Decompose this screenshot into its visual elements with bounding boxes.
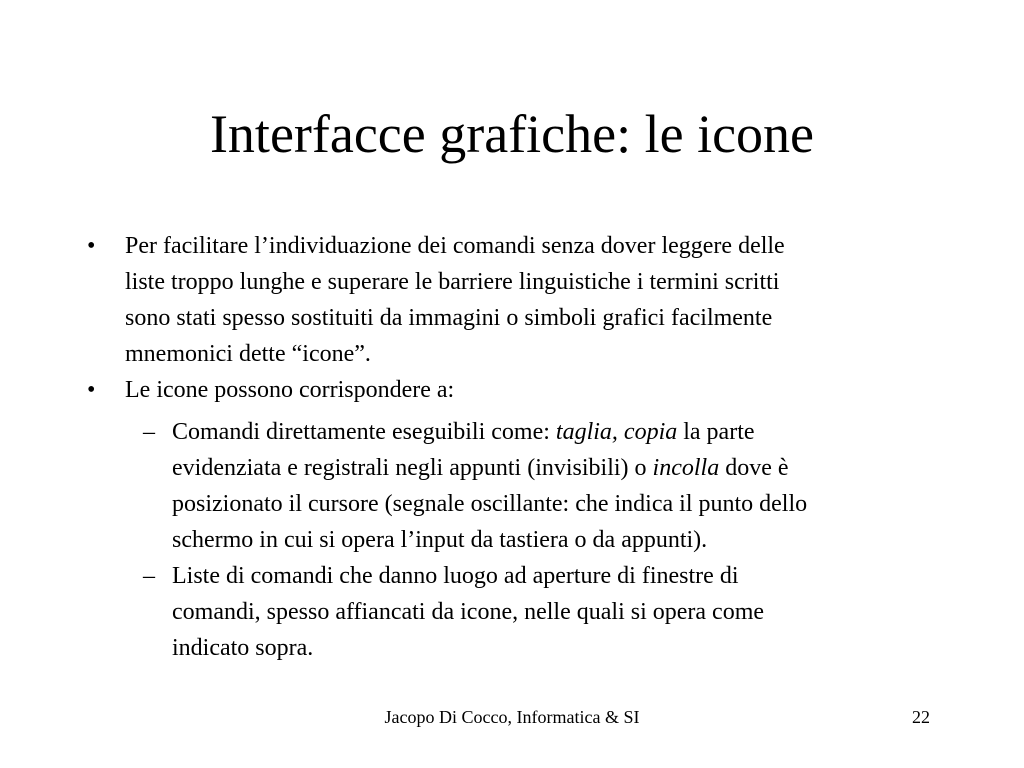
subbullet-marker: – bbox=[143, 563, 155, 589]
subbullet-line bbox=[172, 414, 807, 450]
bullet-text bbox=[125, 228, 785, 372]
text-run: Comandi direttamente eseguibili come: bbox=[172, 419, 556, 445]
text-run: evidenziata e registrali negli appunti (invisibili) o bbox=[172, 455, 653, 481]
subbullet-marker: – bbox=[143, 419, 155, 445]
italic-command-names: taglia, copia bbox=[555, 419, 678, 445]
bullet-line: Per facilitare l’individuazione dei comandi senza dover leggere delle bbox=[125, 233, 785, 259]
text-run: la parte bbox=[677, 419, 755, 445]
subbullet-line bbox=[172, 450, 807, 486]
bullet-line: Le icone possono corrispondere a: bbox=[125, 377, 455, 403]
subbullet-line: indicato sopra. bbox=[172, 635, 314, 661]
subbullet-line: comandi, spesso affiancati da icone, nelle quali si opera come bbox=[172, 599, 765, 625]
italic-command-name: incolla bbox=[652, 455, 720, 481]
subbullet-text bbox=[172, 414, 807, 558]
bullet-marker: • bbox=[87, 377, 96, 403]
footer-author: Jacopo Di Cocco, Informatica & SI bbox=[384, 707, 640, 727]
bullet-marker: • bbox=[87, 233, 96, 259]
bullet-line: liste troppo lunghe e superare le barriere linguistiche i termini scritti bbox=[125, 269, 780, 295]
subbullet-line: Liste di comandi che danno luogo ad aperture di finestre di bbox=[172, 563, 739, 589]
bullet-line: mnemonici dette “icone”. bbox=[125, 341, 371, 367]
bullet-text bbox=[125, 372, 454, 408]
bullet-line: sono stati spesso sostituiti da immagini o simboli grafici facilmente bbox=[125, 305, 773, 331]
subbullet-text bbox=[172, 558, 764, 666]
page-number: 22 bbox=[912, 707, 930, 727]
subbullet-line: posizionato il cursore (segnale oscillante: che indica il punto dello bbox=[172, 491, 808, 517]
slide-title: Interfacce grafiche: le icone bbox=[209, 104, 815, 164]
subbullet-line: schermo in cui si opera l’input da tastiera o da appunti). bbox=[172, 527, 708, 553]
text-run: dove è bbox=[719, 455, 789, 481]
